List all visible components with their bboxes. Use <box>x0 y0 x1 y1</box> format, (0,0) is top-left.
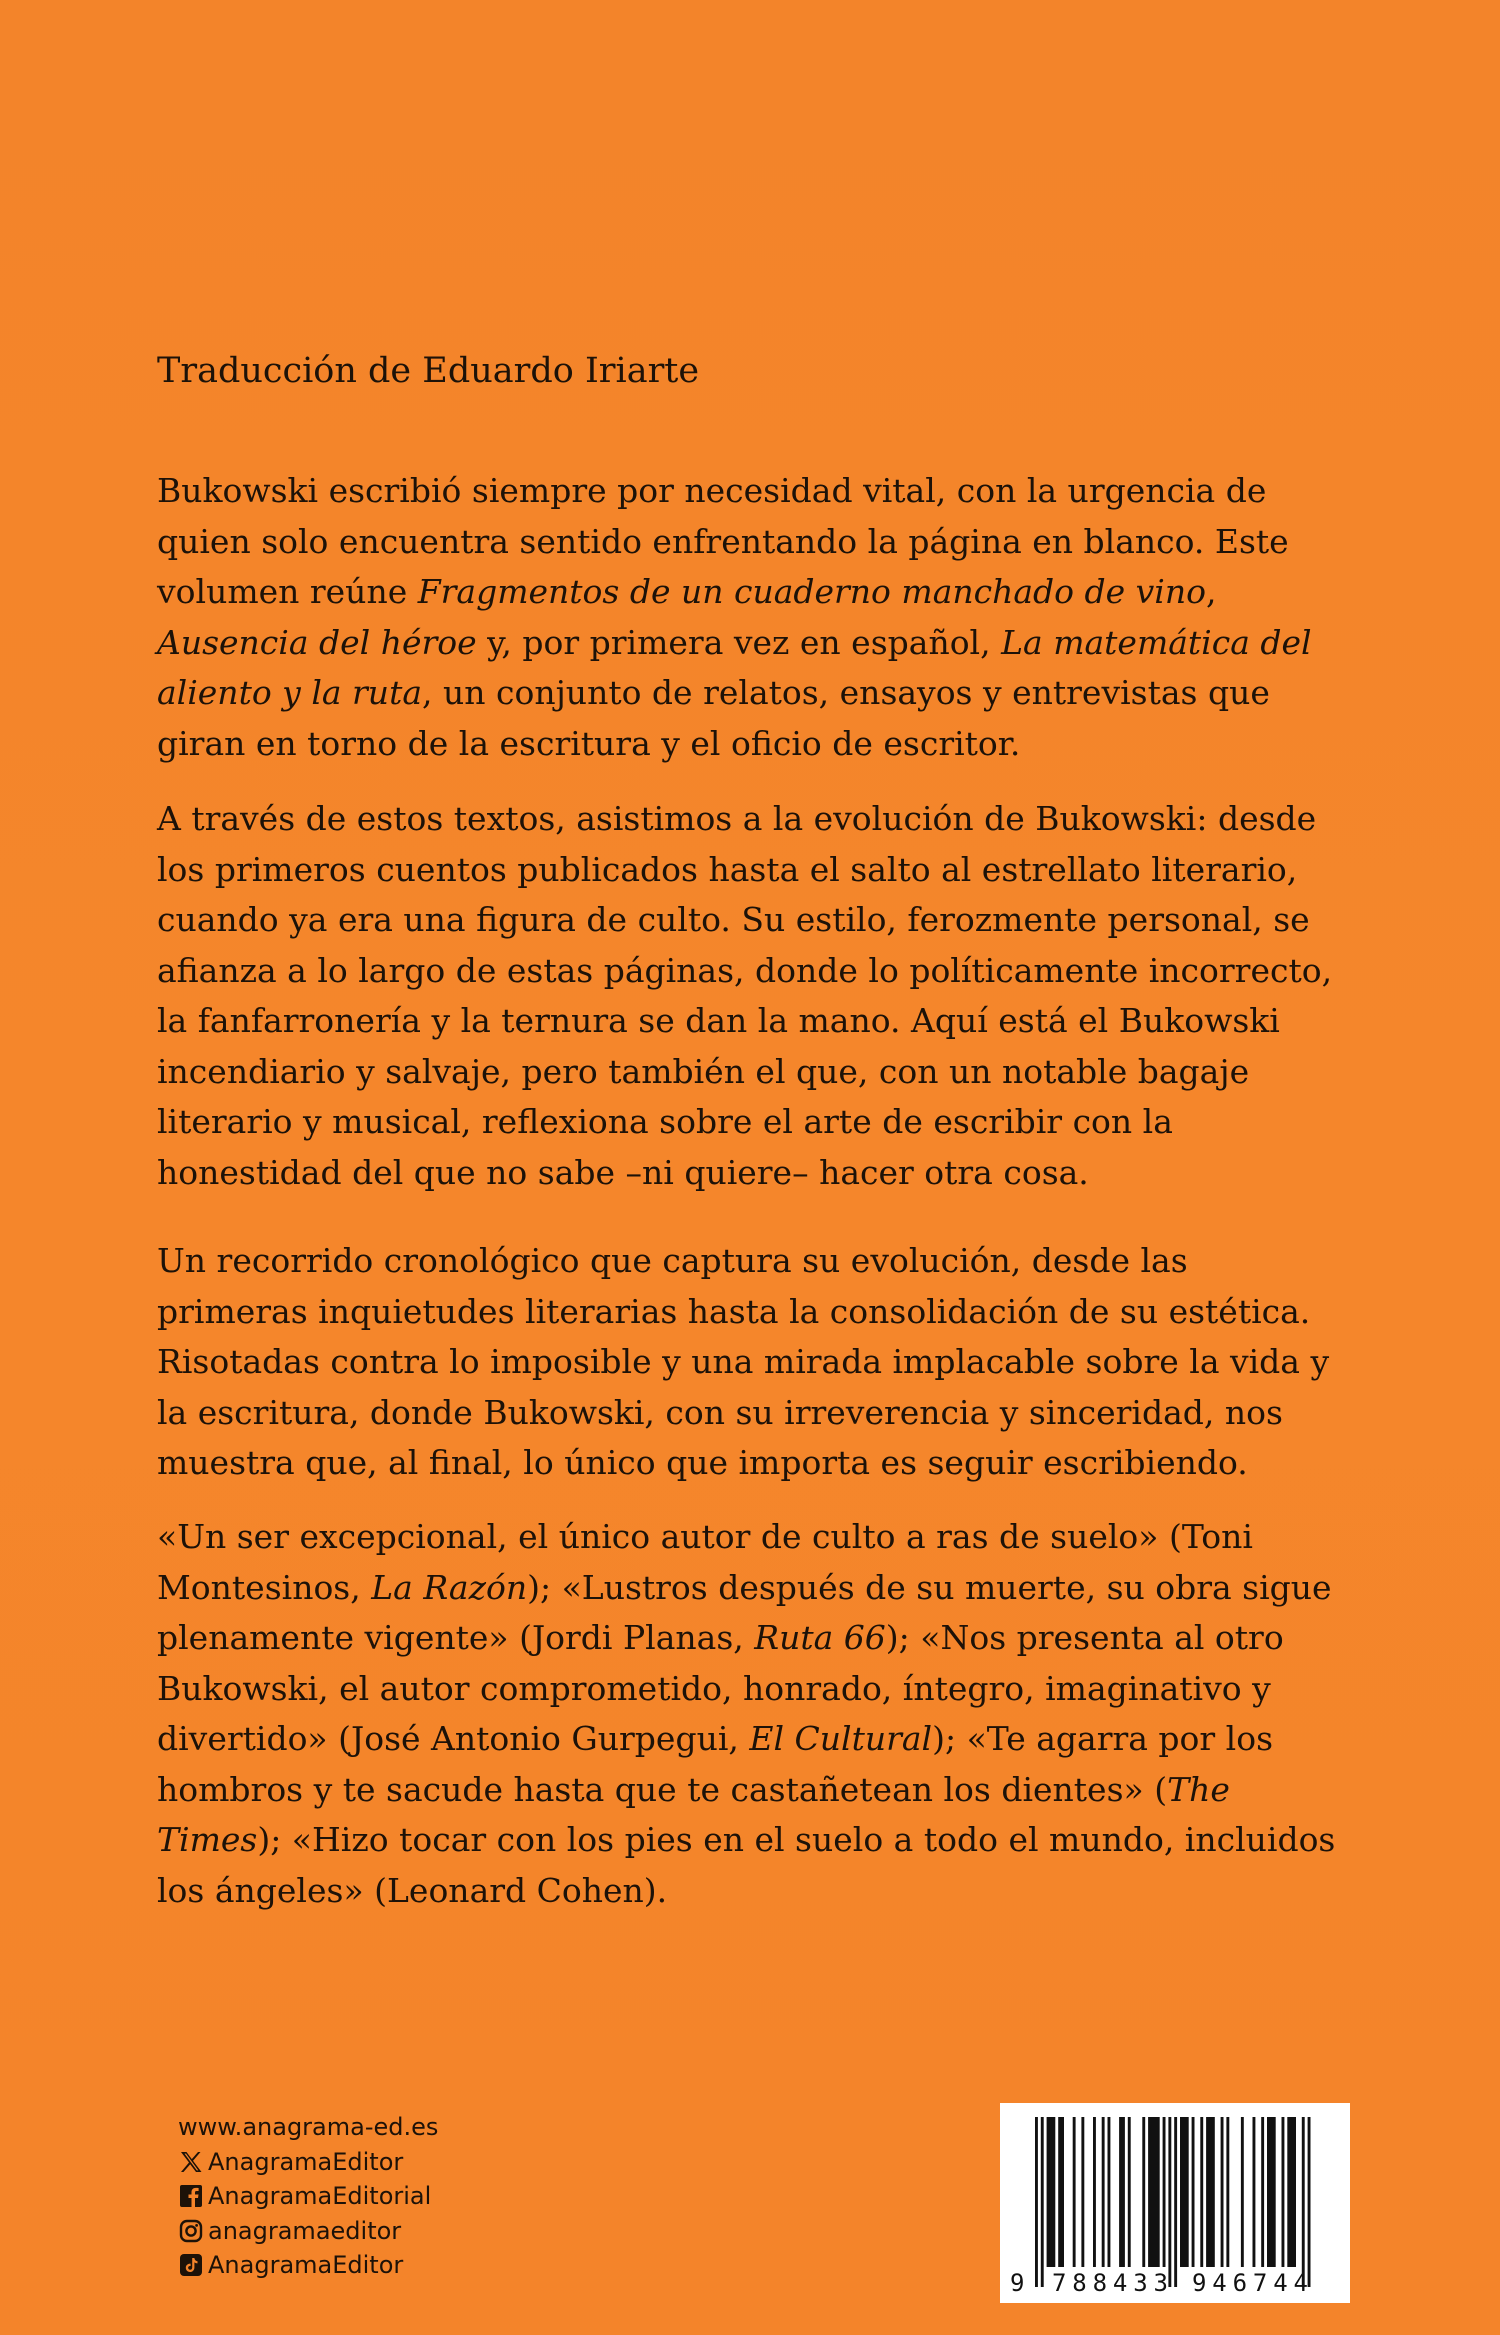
x-handle[interactable]: AnagramaEditor <box>208 2147 404 2176</box>
barcode-bar-8 <box>1108 2117 1111 2267</box>
barcode-first-digit: 9 <box>1010 2269 1025 2297</box>
barcode-bar-13 <box>1163 2117 1166 2267</box>
synopsis-paragraph-1 <box>157 466 1347 769</box>
barcode-left-digits: 788433 <box>1052 2269 1168 2297</box>
quote-text: ); «Hizo tocar con los pies en el suelo a todo el mundo, incluidos los ángeles» (Leonard Cohen). <box>157 1820 1336 1910</box>
facebook-row[interactable] <box>178 2179 438 2214</box>
tiktok-handle[interactable]: AnagramaEditor <box>208 2251 404 2279</box>
tiktok-icon <box>178 2252 204 2278</box>
barcode-bar-7 <box>1102 2117 1105 2267</box>
barcode-bar-29 <box>1308 2117 1311 2287</box>
barcode-bar-24 <box>1261 2117 1264 2267</box>
barcode-bar-19 <box>1206 2117 1215 2267</box>
tiktok-row[interactable] <box>178 2248 438 2283</box>
barcode-bar-9 <box>1119 2117 1125 2267</box>
website-row[interactable] <box>178 2110 438 2145</box>
barcode-bar-17 <box>1192 2117 1195 2267</box>
publisher-contacts <box>178 2110 438 2283</box>
barcode-bar-11 <box>1142 2117 1145 2267</box>
barcode-bar-16 <box>1180 2117 1189 2267</box>
barcode-bar-27 <box>1287 2117 1296 2267</box>
publication-name: Ruta 66 <box>754 1618 886 1657</box>
book-title: La matemática del aliento y la ruta <box>157 622 1312 712</box>
barcode-graphic <box>1000 2103 1350 2303</box>
barcode-bar-15 <box>1174 2117 1177 2287</box>
synopsis-text: y, por primera vez en español, <box>476 622 1002 662</box>
x-logo-icon <box>178 2149 204 2175</box>
synopsis-paragraph-3: Un recorrido cronológico que captura su evolución, desde las primeras inquietudes literarias hasta la consolidación de su estética. Risotadas contra lo imposible y una mirada implacable sobre la vida y la escritura, donde Bukowski, con su irreverencia y sinceridad, nos muestra que, al final, lo único que importa es seguir escribiendo. <box>157 1241 1330 1482</box>
barcode-bars <box>1035 2117 1311 2287</box>
book-title: Fragmentos de un cuaderno manchado de vino <box>417 572 1206 611</box>
instagram-row[interactable] <box>178 2214 438 2249</box>
quote-text: ); «Lustros después de su muerte, su obra sigue plenamente vigente» (Jordi Planas, <box>157 1567 1332 1657</box>
facebook-icon <box>178 2183 204 2209</box>
barcode-right-digits: 946744 <box>1192 2269 1308 2297</box>
publication-name: The Times <box>157 1769 1230 1859</box>
instagram-icon <box>178 2218 204 2244</box>
barcode-bar-2 <box>1047 2117 1056 2267</box>
barcode-bar-6 <box>1093 2117 1096 2267</box>
synopsis-text: , un conjunto de relatos, ensayos y entrevistas que giran en torno de la escritura y el oficio de escritor. <box>157 673 1270 763</box>
synopsis-text: Bukowski escribió siempre por necesidad vital, con la urgencia de quien solo encuentra sentido enfrentando la página en blanco. Este volumen reúne <box>157 471 1289 611</box>
barcode-bar-12 <box>1148 2117 1160 2267</box>
barcode-bar-28 <box>1302 2117 1305 2287</box>
barcode-bar-4 <box>1073 2117 1076 2267</box>
quote-text: ); «Te agarra por los hombros y te sacude hasta que te castañetean los dientes» ( <box>157 1719 1274 1809</box>
website-link[interactable]: www.anagrama-ed.es <box>178 2113 439 2141</box>
barcode-bar-18 <box>1200 2117 1203 2267</box>
barcode-bar-21 <box>1226 2117 1229 2267</box>
x-row[interactable] <box>178 2145 438 2180</box>
translator-credit: Traducción de Eduardo Iriarte <box>157 351 700 391</box>
quote-text: «Un ser excepcional, el único autor de culto a ras de suelo» (Toni Montesinos, <box>157 1517 1253 1607</box>
instagram-handle[interactable]: anagramaeditor <box>208 2216 402 2245</box>
publication-name: El Cultural <box>749 1719 933 1758</box>
barcode-bar-26 <box>1282 2117 1285 2267</box>
barcode-bar-0 <box>1035 2117 1038 2287</box>
barcode-bar-1 <box>1041 2117 1044 2287</box>
facebook-handle[interactable]: AnagramaEditorial <box>208 2182 432 2210</box>
barcode-bar-14 <box>1168 2117 1171 2287</box>
synopsis-text: , <box>1205 572 1217 611</box>
isbn-barcode <box>1000 2103 1350 2303</box>
barcode-bar-25 <box>1267 2117 1276 2267</box>
synopsis-paragraph-2: A través de estos textos, asistimos a la evolución de Bukowski: desde los primeros cuentos publicados hasta el salto al estrellato literario, cuando ya era una figura de culto. Su estilo, ferozmente personal, se afianza a lo largo de estas páginas, donde lo políticamente incorrecto, la fanfarronería y la ternura se dan la mano. Aquí está el Bukowski incendiario y salvaje, pero también el que, con un notable bagaje literario y musical, reflexiona sobre el arte de escribir con la honestidad del que no sabe –ni quiere– hacer otra cosa. <box>157 799 1333 1192</box>
publication-name: La Razón <box>371 1567 528 1607</box>
quote-text: ); «Nos presenta al otro Bukowski, el autor comprometido, honrado, íntegro, imaginativo y divertido» (José Antonio Gurpegui, <box>157 1618 1284 1758</box>
barcode-bar-10 <box>1128 2117 1131 2267</box>
barcode-bar-22 <box>1241 2117 1244 2267</box>
press-quotes-paragraph <box>157 1512 1347 1916</box>
barcode-bar-20 <box>1221 2117 1224 2267</box>
book-title: Ausencia del héroe <box>157 622 477 662</box>
barcode-bar-3 <box>1058 2117 1064 2267</box>
barcode-bar-23 <box>1253 2117 1256 2267</box>
barcode-bar-5 <box>1081 2117 1084 2267</box>
